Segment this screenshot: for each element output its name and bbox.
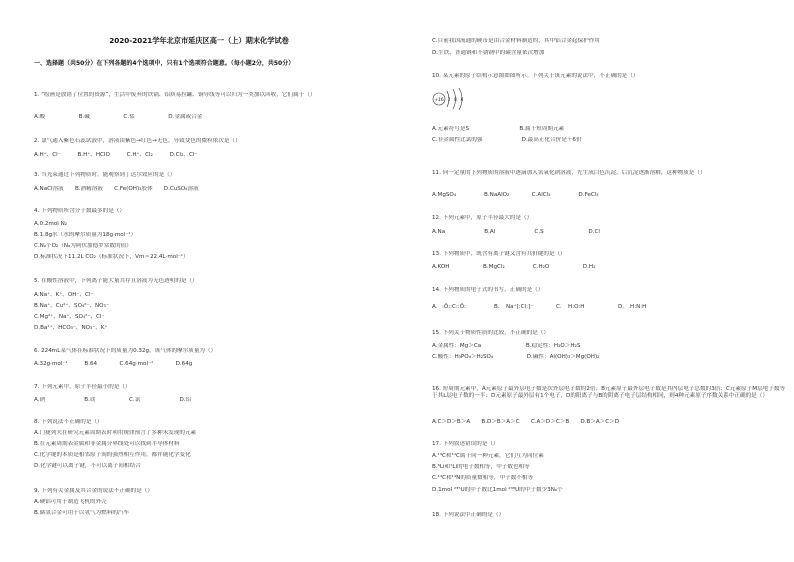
text-line: 3. 当光束通过下列物质时，能观察到丁达尔效应的是（） (34, 172, 176, 178)
text-line: B.⁶Li和⁷Li的电子数相等，中子数也相等 (432, 464, 530, 470)
text-line: C.非金属性比氯的强 D.最高正化合价是＋6价 (432, 137, 582, 143)
q14-option-a-formula: :Ö::C::Ö: (442, 304, 466, 310)
q14-option-c-formula: H:O:H (568, 304, 585, 310)
text-line: A.Na⁺、K⁺、OH⁻、Cl⁻ (34, 292, 94, 298)
shell-2-count: 8 (454, 96, 457, 102)
text-line: 10. 某元素的原子结构示意图如图所示。下列关于该元素的说法中，不正确的是（） (432, 73, 639, 79)
atom-structure-diagram (432, 86, 472, 112)
q14-option-b-formula: Na⁺[:Cl:]⁻ (506, 304, 534, 310)
text-line: A.钠 B.镁 C.氯 D.铝 (34, 397, 192, 403)
text-line: B.Na⁺、Cu²⁺、SO₄²⁻、NO₃⁻ (34, 303, 109, 309)
text-line: 17. 下列叙述错误的是（） (432, 441, 499, 447)
text-line: A.硬铝可用于制造飞机的外壳 (34, 499, 107, 505)
text-line: 7. 下列元素中，原子半径最小的是（） (34, 384, 131, 390)
text-line: A.32g·mol⁻¹ B.64 C.64g·mol⁻¹ D.64g (34, 361, 193, 367)
section-heading: 一、选择题（共50分）在下列各题的4个选项中，只有1个选项符合题意。（每小题2分，共50分） (34, 60, 295, 67)
text-line: D.标准状况下11.2L CO₂（标准状况下，Vm＝22.4L·mol⁻¹） (34, 254, 189, 260)
left-column (34, 0, 394, 562)
q14-option-d-formula: H:N:H (630, 304, 647, 310)
text-line: 15. 下列关于物质性质的比较，不正确的是（） (432, 330, 549, 336)
text-line: 1. “绘画是放错了位置的资源”，生活中废弃的铁锅、铝质易拉罐、铜导线等可以归为一类加以回收，它们属于（） (34, 92, 316, 98)
text-line: A.NaCl溶液 B.酒精溶液 C.Fe(OH)₃胶体 D.CuSO₄溶液 (34, 186, 199, 192)
text-line: A.MgSO₄ B.NaAlO₂ C.AlCl₃ D.FeCl₃ (432, 192, 599, 198)
text-line: D.1mol ²³⁵U的中子数比1mol ²³⁸U的中子数少3Nₐ个 (432, 487, 563, 493)
right-column (432, 0, 792, 562)
text-line: C.¹⁴C和¹⁴N的质量数相等，中子数不相等 (432, 475, 534, 481)
text-line: C.Mg²⁺、Na⁺、SO₄²⁻、Cl⁻ (34, 314, 105, 320)
text-line: A.KOH B.MgCl₂ C.H₂O D.H₂ (432, 264, 596, 270)
text-line: B.在元素周期表金属和非金属分界线处可以找到半导体材料 (34, 441, 180, 447)
q14-option-b-label: B. (494, 304, 500, 310)
text-line: 14. 下列物质的电子式的书写，正确的是（） (432, 287, 544, 293)
text-line: D.化学键可以离子键，不可以离子间相结合 (34, 463, 141, 469)
q14-option-a-label: A. (432, 304, 438, 310)
text-line: 12. 下列元素中，原子半径最大的是（） (432, 215, 533, 221)
q14-option-c-label: C. (556, 304, 562, 310)
text-line: C.目前我国流通的硬币是由合金材料制造的，其中铝合金起保护作用 (432, 38, 600, 44)
text-line: B.储氢合金可用于以氢气为燃料的汽车 (34, 510, 130, 516)
text-line: A.酸 B.碱 C.盐 D.金属或合金 (34, 114, 203, 120)
text-line: A.元素符号是S B.属于短周期元素 (432, 126, 565, 132)
text-line: D.生铁、普通钢和不锈钢中的碳含量依次增加 (432, 50, 545, 56)
text-line: D.Ba²⁺、HCO₃⁻、NO₃⁻、K⁺ (34, 325, 108, 331)
text-line: 16. 短周期元素中，A元素原子最外层电子数是次外层电子数的2倍；B元素原子最外层电子数是其内层电子总数的3倍；C元素原子M层电子数等于其L层电子数的一半；D元素原子最外层有1个电子，D的阳离子与B的阴离子电子层结构相同，则4种元素原子序数关系中正确的是（） (432, 386, 786, 399)
text-line: A.H⁺、Cl⁻ B.H⁺、HClO C.H⁺、Cl₂ D.Cl₂、Cl⁻ (34, 152, 198, 158)
text-line: 9. 下列有关金属及其合金的说法不正确的是（） (34, 488, 153, 494)
text-line: 5. 在酸性溶液中，下列离子能大量共存且溶液为无色透明的是（） (34, 278, 198, 284)
shell-1-count: 2 (447, 96, 451, 102)
text-line: 4. 下列物质所含分子数最多的是（） (34, 208, 126, 214)
nucleus-label: +16 (434, 97, 444, 103)
text-line: 8. 下列说法不正确的是（） (34, 419, 103, 425)
text-line: 2. 氯气通入紫色石蕊试液中，溶液由紫色→红色→无色，导致变色的微粒依次是（） (34, 138, 241, 144)
text-line: C.化学键的本质是相邻原子间的强烈相互作用，都伴随化学变化 (34, 452, 191, 458)
text-line: A.C＞D＞B＞A B.D＞B＞A＞C C.A＞D＞C＞B D.B＞A＞C＞D (432, 419, 620, 425)
text-line: B.1.8g水（水的摩尔质量为18g·mol⁻¹） (34, 232, 137, 238)
text-line: 11. 向一定量的下列物质的溶液中逐滴加入氢氧化钠溶液，先生成白色沉淀，后沉淀逐渐溶解，这种物质是（） (432, 170, 706, 176)
shell-3-count: 6 (460, 96, 464, 102)
document-title: 2020-2021学年北京市延庆区高一（上）期末化学试卷 (109, 36, 289, 45)
text-line: A.¹³C和¹⁴C属于同一种元素，它们互为同位素 (432, 453, 544, 459)
text-line: A.金属性：Mg＞Ca B.稳定性：H₂O＞H₂S (432, 343, 581, 349)
text-line: A.门捷列夫在研究元素周期表时利用规律预言了多种未发现的元素 (34, 430, 197, 436)
text-line: C.酸性：H₃PO₄＞H₂SO₄ D.碱性：Al(OH)₃＞Mg(OH)₂ (432, 354, 600, 360)
text-line: A.0.2mol N₂ (34, 221, 68, 227)
text-line: A.Na B.Al C.S D.Cl (432, 229, 600, 235)
text-line: 18. 下列说法中正确的是（） (432, 512, 505, 518)
text-line: C.Nₐ个O₂（Nₐ为阿伏加德罗常数的值） (34, 243, 132, 249)
text-line: 13. 下列物质中，既含有离子键又含有共价键的是（） (432, 251, 566, 257)
q14-option-d-label: D. (618, 304, 625, 310)
text-line: 6. 224mL某气体在标准状况下的质量为0.32g，该气体的摩尔质量为（） (34, 348, 217, 354)
